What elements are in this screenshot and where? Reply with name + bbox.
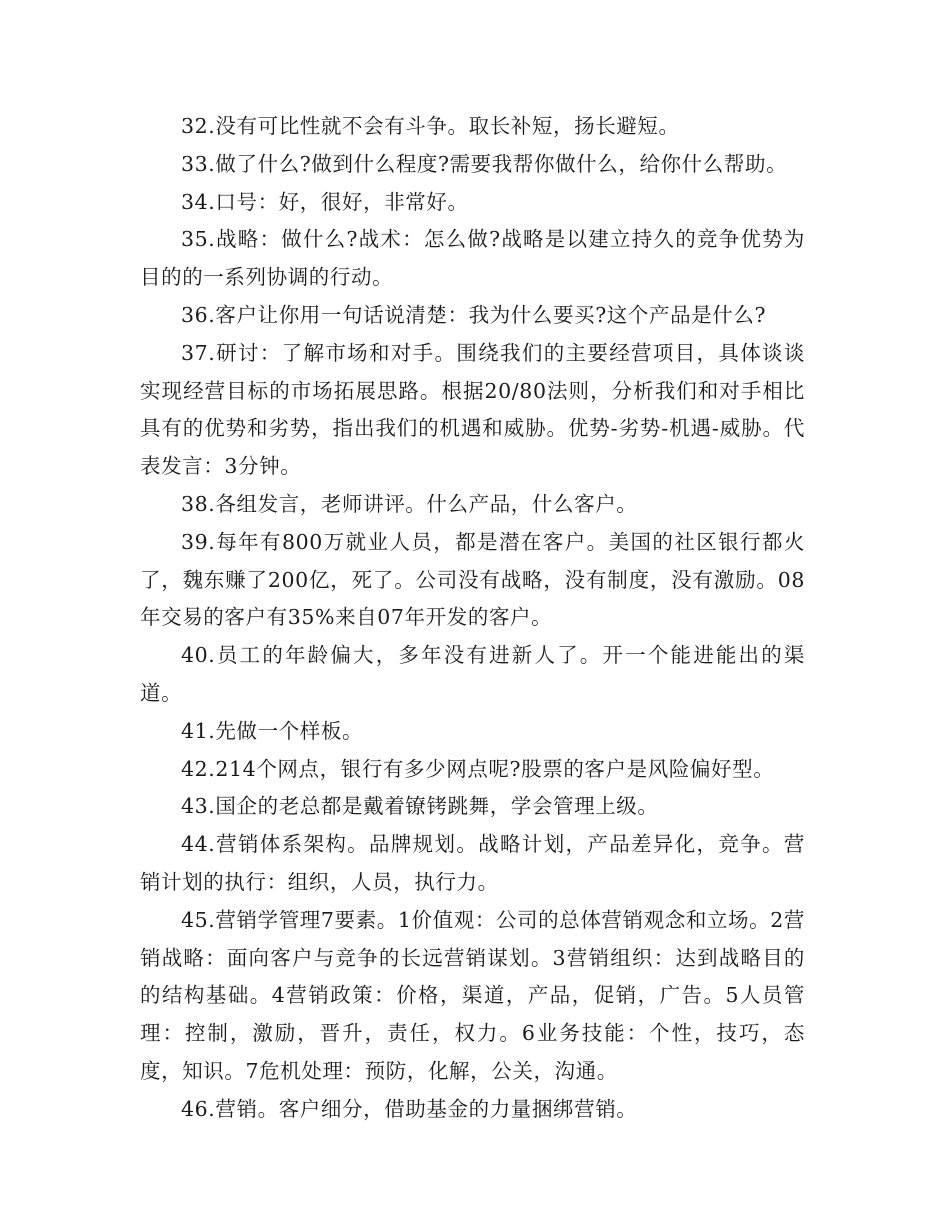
paragraph-45: 45.营销学管理7要素。1价值观：公司的总体营销观念和立场。2营销战略：面向客户与竞争的长远营销谋划。3营销组织：达到战略目的的结构基础。4营销政策：价格，渠道，产品，促销，广告。5人员管理：控制，激励，晋升，责任，权力。6业务技能：个性，技巧，态度，知识。7危机处理：预防，化解，公关，沟通。 [140, 907, 805, 1083]
paragraph-33: 33.做了什么?做到什么程度?需要我帮你做什么，给你什么帮助。 [181, 151, 788, 176]
paragraph-32: 32.没有可比性就不会有斗争。取长补短，扬长避短。 [181, 114, 680, 138]
paragraph-40: 40.员工的年龄偏大，多年没有进新人了。开一个能进能出的渠道。 [140, 643, 805, 705]
paragraph-37: 37.研讨：了解市场和对手。围绕我们的主要经营项目，具体谈谈实现经营目标的市场拓展思路。根据20/80法则，分析我们和对手相比具有的优势和劣势，指出我们的机遇和威胁。优势-劣势-机遇-威胁。代表发言：3分钟。 [140, 340, 805, 479]
paragraph-35: 35.战略：做什么?战术：怎么做?战略是以建立持久的竞争优势为目的的一系列协调的行动。 [140, 227, 805, 290]
paragraph-42: 42.214个网点，银行有多少网点呢?股票的客户是风险偏好型。 [181, 756, 775, 781]
paragraph-38: 38.各组发言，老师讲评。什么产品，什么客户。 [181, 491, 638, 516]
paragraph-46: 46.营销。客户细分，借助基金的力量捆绑营销。 [181, 1096, 638, 1121]
paragraph-44: 44.营销体系架构。品牌规划。战略计划，产品差异化，竞争。营销计划的执行：组织，人员，执行力。 [140, 832, 805, 894]
paragraph-39: 39.每年有800万就业人员，都是潜在客户。美国的社区银行都火了，魏东赚了200亿，死了。公司没有战略，没有制度，没有激励。08年交易的客户有35%来自07年开发的客户。 [140, 529, 805, 630]
paragraph-34: 34.口号：好，很好，非常好。 [181, 189, 469, 214]
paragraph-41: 41.先做一个样板。 [181, 718, 364, 743]
document-body [140, 108, 805, 1129]
paragraph-43: 43.国企的老总都是戴着镣铐跳舞，学会管理上级。 [181, 794, 659, 819]
paragraph-36: 36.客户让你用一句话说清楚：我为什么要买?这个产品是什么? [181, 302, 767, 327]
